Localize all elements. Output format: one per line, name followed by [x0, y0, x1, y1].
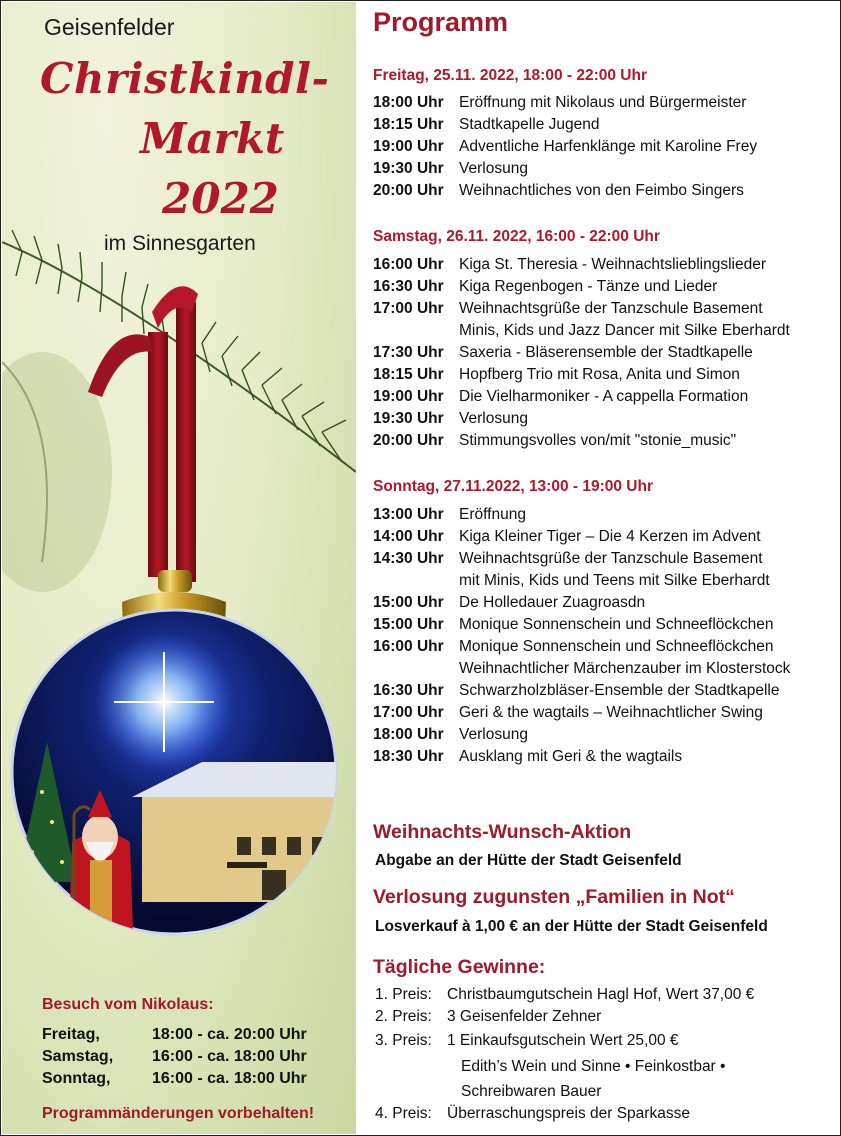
wunsch-text: Abgabe an der Hütte der Stadt Geisenfeld	[375, 852, 682, 869]
prize-text: Überraschungspreis der Sparkasse	[447, 1105, 690, 1122]
event-time: 18:00 Uhr	[373, 94, 444, 111]
event-row	[373, 594, 645, 612]
program-title: Programm	[373, 7, 509, 37]
event-text: Monique Sonnenschein und Schneeflöckchen	[459, 616, 774, 633]
event-text: Monique Sonnenschein und Schneeflöckchen	[459, 638, 774, 655]
event-row	[373, 550, 763, 568]
nikolaus-time: 18:00 - ca. 20:00 Uhr	[152, 1026, 307, 1043]
event-row	[373, 638, 774, 656]
event-time: 18:00 Uhr	[373, 726, 444, 743]
event-text: Geri & the wagtails – Weihnachtlicher Swing	[459, 704, 763, 721]
nikolaus-time: 16:00 - ca. 18:00 Uhr	[152, 1048, 307, 1065]
prize-rank: 2. Preis:	[375, 1008, 432, 1025]
event-row	[373, 432, 736, 450]
event-time: 20:00 Uhr	[373, 432, 444, 449]
event-text: Schwarzholzbläser-Ensemble der Stadtkapelle	[459, 682, 780, 699]
event-text: Weihnachtsgrüße der Tanzschule Basement	[459, 300, 763, 317]
event-time: 17:00 Uhr	[373, 300, 444, 317]
event-continuation: Weihnachtlicher Märchenzauber im Klosterstock	[459, 660, 791, 677]
prize-row	[375, 986, 754, 1004]
event-continuation: Minis, Kids und Jazz Dancer mit Silke Eberhardt	[459, 322, 790, 339]
event-time: 19:30 Uhr	[373, 160, 444, 177]
event-text: Adventliche Harfenklänge mit Karoline Frey	[459, 138, 758, 155]
event-text: Kiga Regenbogen - Tänze und Lieder	[459, 278, 718, 295]
prize-text: Christbaumgutschein Hagl Hof, Wert 37,00 €	[447, 986, 755, 1003]
event-time: 15:00 Uhr	[373, 594, 444, 611]
event-text: De Holledauer Zuagroasdn	[459, 594, 646, 611]
nikolaus-day: Freitag,	[42, 1026, 100, 1043]
title-markt: Markt	[140, 114, 285, 163]
event-row	[373, 116, 599, 134]
wunsch-heading: Weihnachts-Wunsch-Aktion	[373, 821, 632, 843]
event-time: 18:15 Uhr	[373, 366, 444, 383]
day-heading-friday: Freitag, 25.11. 2022, 18:00 - 22:00 Uhr	[373, 67, 647, 84]
event-text: Saxeria - Bläserensemble der Stadtkapelle	[459, 344, 753, 361]
event-text: Eröffnung mit Nikolaus und Bürgermeister	[459, 94, 747, 111]
gewinne-heading: Tägliche Gewinne:	[373, 956, 546, 978]
event-row	[373, 528, 761, 546]
nikolaus-row	[42, 1048, 352, 1070]
nikolaus-row	[42, 1070, 352, 1092]
event-time: 16:00 Uhr	[373, 256, 444, 273]
event-time: 19:30 Uhr	[373, 410, 444, 427]
event-text: Kiga St. Theresia - Weihnachtslieblingslieder	[459, 256, 767, 273]
event-row	[373, 138, 757, 156]
event-time: 19:00 Uhr	[373, 138, 444, 155]
event-row	[373, 256, 766, 274]
verlosung-heading: Verlosung zugunsten „Familien in Not“	[373, 886, 735, 908]
prize-row	[375, 1105, 690, 1123]
nikolaus-day: Sonntag,	[42, 1070, 111, 1087]
event-row	[373, 160, 528, 178]
event-row	[373, 300, 763, 318]
program-panel	[357, 1, 841, 1135]
event-time: 17:00 Uhr	[373, 704, 444, 721]
prize-continuation: Edith’s Wein und Sinne • Feinkostbar •	[461, 1058, 726, 1075]
left-panel	[2, 2, 356, 1134]
day-heading-sunday: Sonntag, 27.11.2022, 13:00 - 19:00 Uhr	[373, 478, 653, 495]
nikolaus-visit	[42, 996, 352, 1092]
event-text: Kiga Kleiner Tiger – Die 4 Kerzen im Advent	[459, 528, 761, 545]
event-row	[373, 94, 746, 112]
event-time: 14:00 Uhr	[373, 528, 444, 545]
event-row	[373, 278, 717, 296]
event-text: Stadtkapelle Jugend	[459, 116, 600, 133]
event-row	[373, 410, 528, 428]
nikolaus-day: Samstag,	[42, 1048, 114, 1065]
event-text: Verlosung	[459, 160, 528, 177]
event-time: 13:00 Uhr	[373, 506, 444, 523]
event-time: 16:00 Uhr	[373, 638, 444, 655]
event-text: Hopfberg Trio mit Rosa, Anita und Simon	[459, 366, 740, 383]
nikolaus-heading: Besuch vom Nikolaus:	[42, 996, 214, 1013]
event-text: Die Vielharmoniker - A cappella Formation	[459, 388, 749, 405]
event-time: 18:30 Uhr	[373, 748, 444, 765]
event-text: Eröffnung	[459, 506, 526, 523]
event-row	[373, 366, 740, 384]
nikolaus-row	[42, 1026, 352, 1048]
event-text: Verlosung	[459, 726, 528, 743]
event-time: 16:30 Uhr	[373, 682, 444, 699]
event-row	[373, 682, 780, 700]
event-row	[373, 616, 774, 634]
event-time: 19:00 Uhr	[373, 388, 444, 405]
town-name: Geisenfelder	[44, 14, 175, 40]
event-row	[373, 506, 526, 524]
prize-row	[375, 1032, 679, 1050]
event-text: Stimmungsvolles von/mit "stonie_music"	[459, 432, 737, 449]
christmas-ornament-illustration	[2, 2, 356, 1134]
event-row	[373, 726, 528, 744]
prize-text: 3 Geisenfelder Zehner	[447, 1008, 602, 1025]
event-time: 17:30 Uhr	[373, 344, 444, 361]
nikolaus-time: 16:00 - ca. 18:00 Uhr	[152, 1070, 307, 1087]
event-time: 18:15 Uhr	[373, 116, 444, 133]
title-year: 2022	[162, 174, 279, 223]
event-text: Weihnachtliches von den Feimbo Singers	[459, 182, 744, 199]
prize-row	[375, 1008, 601, 1026]
event-continuation: mit Minis, Kids und Teens mit Silke Eberhardt	[459, 572, 770, 589]
title-christkindl: Christkindl-	[40, 54, 330, 103]
prize-continuation: Schreibwaren Bauer	[461, 1083, 602, 1100]
event-row	[373, 388, 748, 406]
event-text: Weihnachtsgrüße der Tanzschule Basement	[459, 550, 763, 567]
event-time: 16:30 Uhr	[373, 278, 444, 295]
prize-rank: 1. Preis:	[375, 986, 432, 1003]
event-time: 20:00 Uhr	[373, 182, 444, 199]
prize-rank: 4. Preis:	[375, 1105, 432, 1122]
event-text: Verlosung	[459, 410, 528, 427]
prize-rank: 3. Preis:	[375, 1032, 432, 1049]
event-time: 14:30 Uhr	[373, 550, 444, 567]
event-row	[373, 748, 682, 766]
location-text: im Sinnesgarten	[104, 232, 256, 255]
changes-notice: Programmänderungen vorbehalten!	[42, 1105, 315, 1122]
event-text: Ausklang mit Geri & the wagtails	[459, 748, 683, 765]
prize-text: 1 Einkaufsgutschein Wert 25,00 €	[447, 1032, 679, 1049]
event-time: 15:00 Uhr	[373, 616, 444, 633]
event-row	[373, 704, 763, 722]
verlosung-text: Losverkauf à 1,00 € an der Hütte der Stadt Geisenfeld	[375, 918, 768, 935]
day-heading-saturday: Samstag, 26.11. 2022, 16:00 - 22:00 Uhr	[373, 228, 660, 245]
event-row	[373, 182, 744, 200]
event-row	[373, 344, 753, 362]
